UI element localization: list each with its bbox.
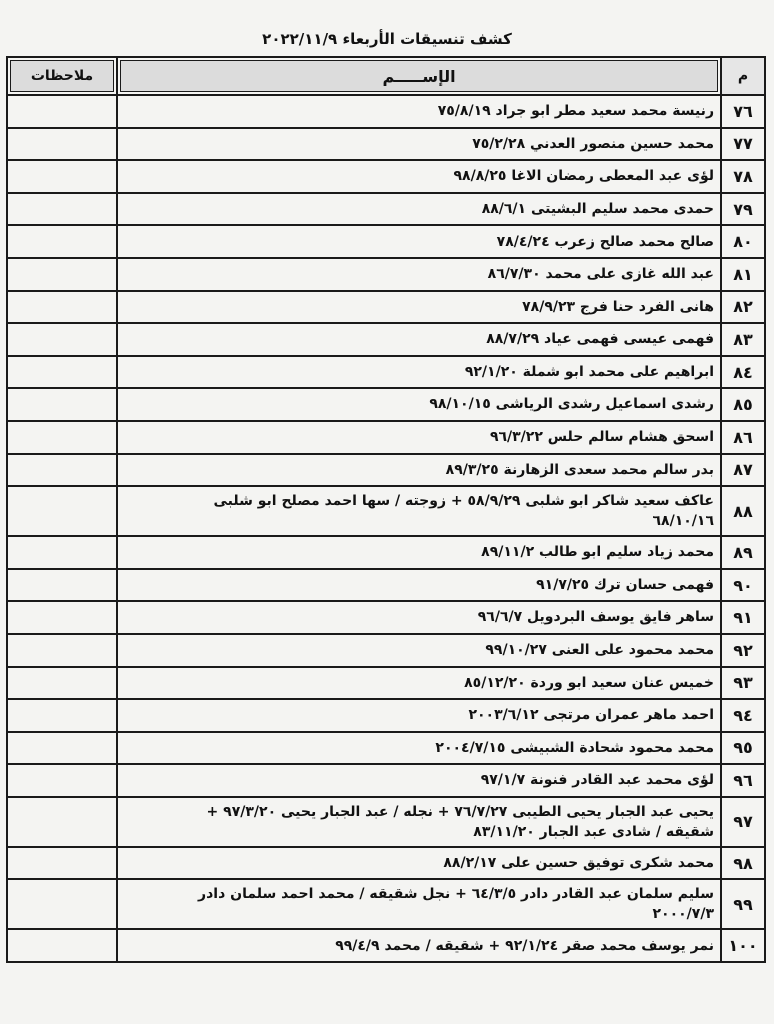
row-name: حمدى محمد سليم البشيتى ٨٨/٦/١ [117, 193, 721, 226]
row-name: صالح محمد صالح زعرب ٧٨/٤/٢٤ [117, 225, 721, 258]
row-name: محمد شكرى توفيق حسين على ٨٨/٢/١٧ [117, 847, 721, 880]
row-number: ٨٩ [721, 536, 765, 569]
row-number: ٨٢ [721, 291, 765, 324]
row-number: ٩٦ [721, 764, 765, 797]
row-notes [7, 128, 117, 161]
row-notes [7, 225, 117, 258]
row-notes [7, 258, 117, 291]
row-number: ٩٨ [721, 847, 765, 880]
row-name: فهمى عيسى فهمى عياد ٨٨/٧/٢٩ [117, 323, 721, 356]
row-notes [7, 601, 117, 634]
row-notes [7, 797, 117, 847]
table-row [7, 929, 765, 962]
row-name: عاكف سعيد شاكر ابو شلبى ٥٨/٩/٢٩ + زوجته / سها احمد مصلح ابو شلبى ٦٨/١٠/١٦ [117, 486, 721, 536]
table-row [7, 569, 765, 602]
table-row [7, 486, 765, 536]
row-name: محمد زياد سليم ابو طالب ٨٩/١١/٢ [117, 536, 721, 569]
row-number: ٧٨ [721, 160, 765, 193]
row-number: ٩٧ [721, 797, 765, 847]
row-number: ٧٦ [721, 95, 765, 128]
header-num: م [721, 57, 765, 95]
row-notes [7, 699, 117, 732]
row-number: ٧٧ [721, 128, 765, 161]
row-notes [7, 291, 117, 324]
row-number: ٩١ [721, 601, 765, 634]
table-row [7, 258, 765, 291]
table-row [7, 323, 765, 356]
row-number: ٩٤ [721, 699, 765, 732]
header-name: الإســـــم [117, 57, 721, 95]
row-notes [7, 323, 117, 356]
row-notes [7, 732, 117, 765]
table-row [7, 193, 765, 226]
row-notes [7, 879, 117, 929]
header-notes: ملاحظات [7, 57, 117, 95]
row-name: لؤى محمد عبد القادر فنونة ٩٧/١/٧ [117, 764, 721, 797]
row-notes [7, 421, 117, 454]
table-row [7, 128, 765, 161]
table-row [7, 667, 765, 700]
row-name: عبد الله غازى على محمد ٨٦/٧/٣٠ [117, 258, 721, 291]
table-row [7, 732, 765, 765]
row-name: محمد حسين منصور العدني ٧٥/٢/٢٨ [117, 128, 721, 161]
row-number: ٨٥ [721, 388, 765, 421]
row-name: لؤى عبد المعطى رمضان الاغا ٩٨/٨/٢٥ [117, 160, 721, 193]
row-name: رشدى اسماعيل رشدى الرياشى ٩٨/١٠/١٥ [117, 388, 721, 421]
row-number: ٧٩ [721, 193, 765, 226]
row-notes [7, 193, 117, 226]
row-number: ٨٣ [721, 323, 765, 356]
row-notes [7, 569, 117, 602]
row-name: نمر يوسف محمد صقر ٩٢/١/٢٤ + شقيقه / محمد ٩٩/٤/٩ [117, 929, 721, 962]
table-row [7, 225, 765, 258]
row-name: محمد محمود شحادة الشبيشى ٢٠٠٤/٧/١٥ [117, 732, 721, 765]
row-notes [7, 486, 117, 536]
row-name: احمد ماهر عمران مرتجى ٢٠٠٣/٦/١٢ [117, 699, 721, 732]
row-notes [7, 388, 117, 421]
row-name: هانى الفرد حنا فرج ٧٨/٩/٢٣ [117, 291, 721, 324]
row-name: رنيسة محمد سعيد مطر ابو جراد ٧٥/٨/١٩ [117, 95, 721, 128]
row-number: ٩٩ [721, 879, 765, 929]
table-row [7, 764, 765, 797]
row-name: خميس عنان سعيد ابو وردة ٨٥/١٢/٢٠ [117, 667, 721, 700]
table-row [7, 699, 765, 732]
table-row [7, 847, 765, 880]
table-row [7, 879, 765, 929]
row-notes [7, 929, 117, 962]
row-notes [7, 847, 117, 880]
row-notes [7, 160, 117, 193]
row-name: يحيى عبد الجبار يحيى الطيبى ٧٦/٧/٢٧ + نجله / عبد الجبار يحيى ٩٧/٣/٢٠ + شقيقه / شادى عبد الجبار ٨٣/١١/٢٠ [117, 797, 721, 847]
table-row [7, 454, 765, 487]
row-name: سليم سلمان عبد القادر دادر ٦٤/٣/٥ + نجل شقيقه / محمد احمد سلمان دادر ٢٠٠٠/٧/٣ [117, 879, 721, 929]
table-row [7, 634, 765, 667]
table-row [7, 601, 765, 634]
row-number: ٨٦ [721, 421, 765, 454]
table-row [7, 388, 765, 421]
row-number: ٨٨ [721, 486, 765, 536]
names-table [6, 56, 766, 963]
row-notes [7, 356, 117, 389]
row-number: ٩٠ [721, 569, 765, 602]
table-row [7, 356, 765, 389]
row-notes [7, 95, 117, 128]
row-number: ٨٤ [721, 356, 765, 389]
row-number: ٩٥ [721, 732, 765, 765]
table-row [7, 95, 765, 128]
row-number: ٨٧ [721, 454, 765, 487]
row-number: ٩٣ [721, 667, 765, 700]
row-notes [7, 634, 117, 667]
row-name: ابراهيم على محمد ابو شملة ٩٢/١/٢٠ [117, 356, 721, 389]
row-notes [7, 764, 117, 797]
row-name: محمد محمود على العنى ٩٩/١٠/٢٧ [117, 634, 721, 667]
row-notes [7, 536, 117, 569]
table-row [7, 421, 765, 454]
page-title: كشف تنسيقات الأربعاء ٢٠٢٢/١١/٩ [262, 30, 512, 48]
row-number: ٨١ [721, 258, 765, 291]
row-number: ٨٠ [721, 225, 765, 258]
table-row [7, 160, 765, 193]
row-notes [7, 667, 117, 700]
row-number: ٩٢ [721, 634, 765, 667]
table-header-row [7, 57, 765, 95]
table-row [7, 291, 765, 324]
table-body [7, 95, 765, 962]
row-name: ساهر فايق يوسف البردويل ٩٦/٦/٧ [117, 601, 721, 634]
row-name: اسحق هشام سالم حلس ٩٦/٣/٢٢ [117, 421, 721, 454]
row-number: ١٠٠ [721, 929, 765, 962]
row-name: بدر سالم محمد سعدى الزهارنة ٨٩/٣/٢٥ [117, 454, 721, 487]
table-row [7, 797, 765, 847]
row-name: فهمى حسان ترك ٩١/٧/٢٥ [117, 569, 721, 602]
table-row [7, 536, 765, 569]
row-notes [7, 454, 117, 487]
